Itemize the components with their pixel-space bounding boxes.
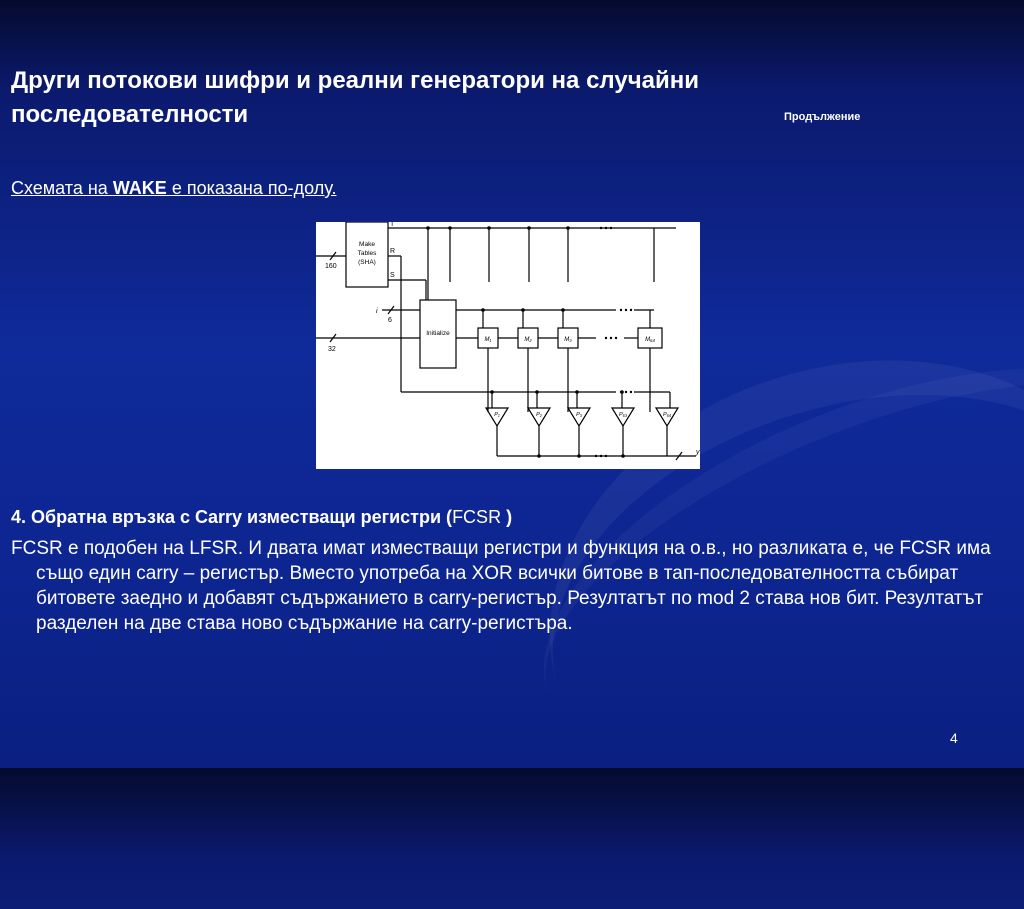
label-i: i	[376, 308, 378, 315]
intro-prefix: Схемата на	[11, 178, 113, 198]
fcsr-body-text: FCSR е подобен на LFSR. И двата имат изместващи регистри и функция на о.в., но разликата е, че FCSR има също един carry – регистър. Вместо употреба на XOR всички битове в тап-последователността събират битовете заедно и добавят съдържанието в carry-регистър. Резултатът по mod 2 става нов бит. Резултатът разделен на две става ново съдържание на carry-регистъра.	[11, 538, 991, 634]
fcsr-heading-close: )	[501, 507, 513, 527]
initialize-label: Initialize	[426, 330, 450, 337]
page-number: 4	[950, 730, 958, 746]
wake-schematic	[316, 222, 700, 469]
p2-label: P₂	[536, 412, 542, 418]
make-tables-line-3: (SHA)	[358, 259, 376, 266]
intro-text	[11, 178, 336, 199]
slide-subtitle: Продължение	[784, 111, 861, 123]
slide-title: Други потокови шифри и реални генератори на случайни последователности	[11, 67, 699, 128]
fcsr-heading	[11, 507, 512, 528]
m2-label: M₂	[524, 337, 532, 343]
label-y: y	[696, 449, 700, 456]
make-tables-line-2: Tables	[357, 250, 377, 257]
label-s: S	[390, 272, 395, 279]
p1-label: P₁	[494, 412, 500, 418]
label-r: R	[390, 248, 396, 255]
intro-bold: WAKE	[112, 178, 167, 198]
p64-label: P₆₄	[662, 412, 672, 418]
wake-diagram	[316, 222, 700, 469]
fcsr-heading-bold: 4. Обратна връзка с Carry изместващи регистри (	[11, 507, 453, 527]
label-32: 32	[328, 346, 336, 353]
label-6: 6	[388, 317, 392, 324]
m3-label: M₃	[564, 337, 572, 343]
label-160: 160	[325, 263, 337, 270]
p63-label: P₆₃	[618, 412, 628, 418]
m1-label: M₁	[484, 337, 492, 343]
fcsr-heading-acronym: FCSR	[452, 507, 502, 527]
intro-suffix: е показана по-долу.	[166, 178, 337, 198]
label-t: T	[390, 222, 395, 228]
make-tables-line-1: Make	[359, 241, 375, 248]
p3-label: P₃	[576, 412, 582, 418]
m64-label: M₆₄	[645, 337, 655, 343]
